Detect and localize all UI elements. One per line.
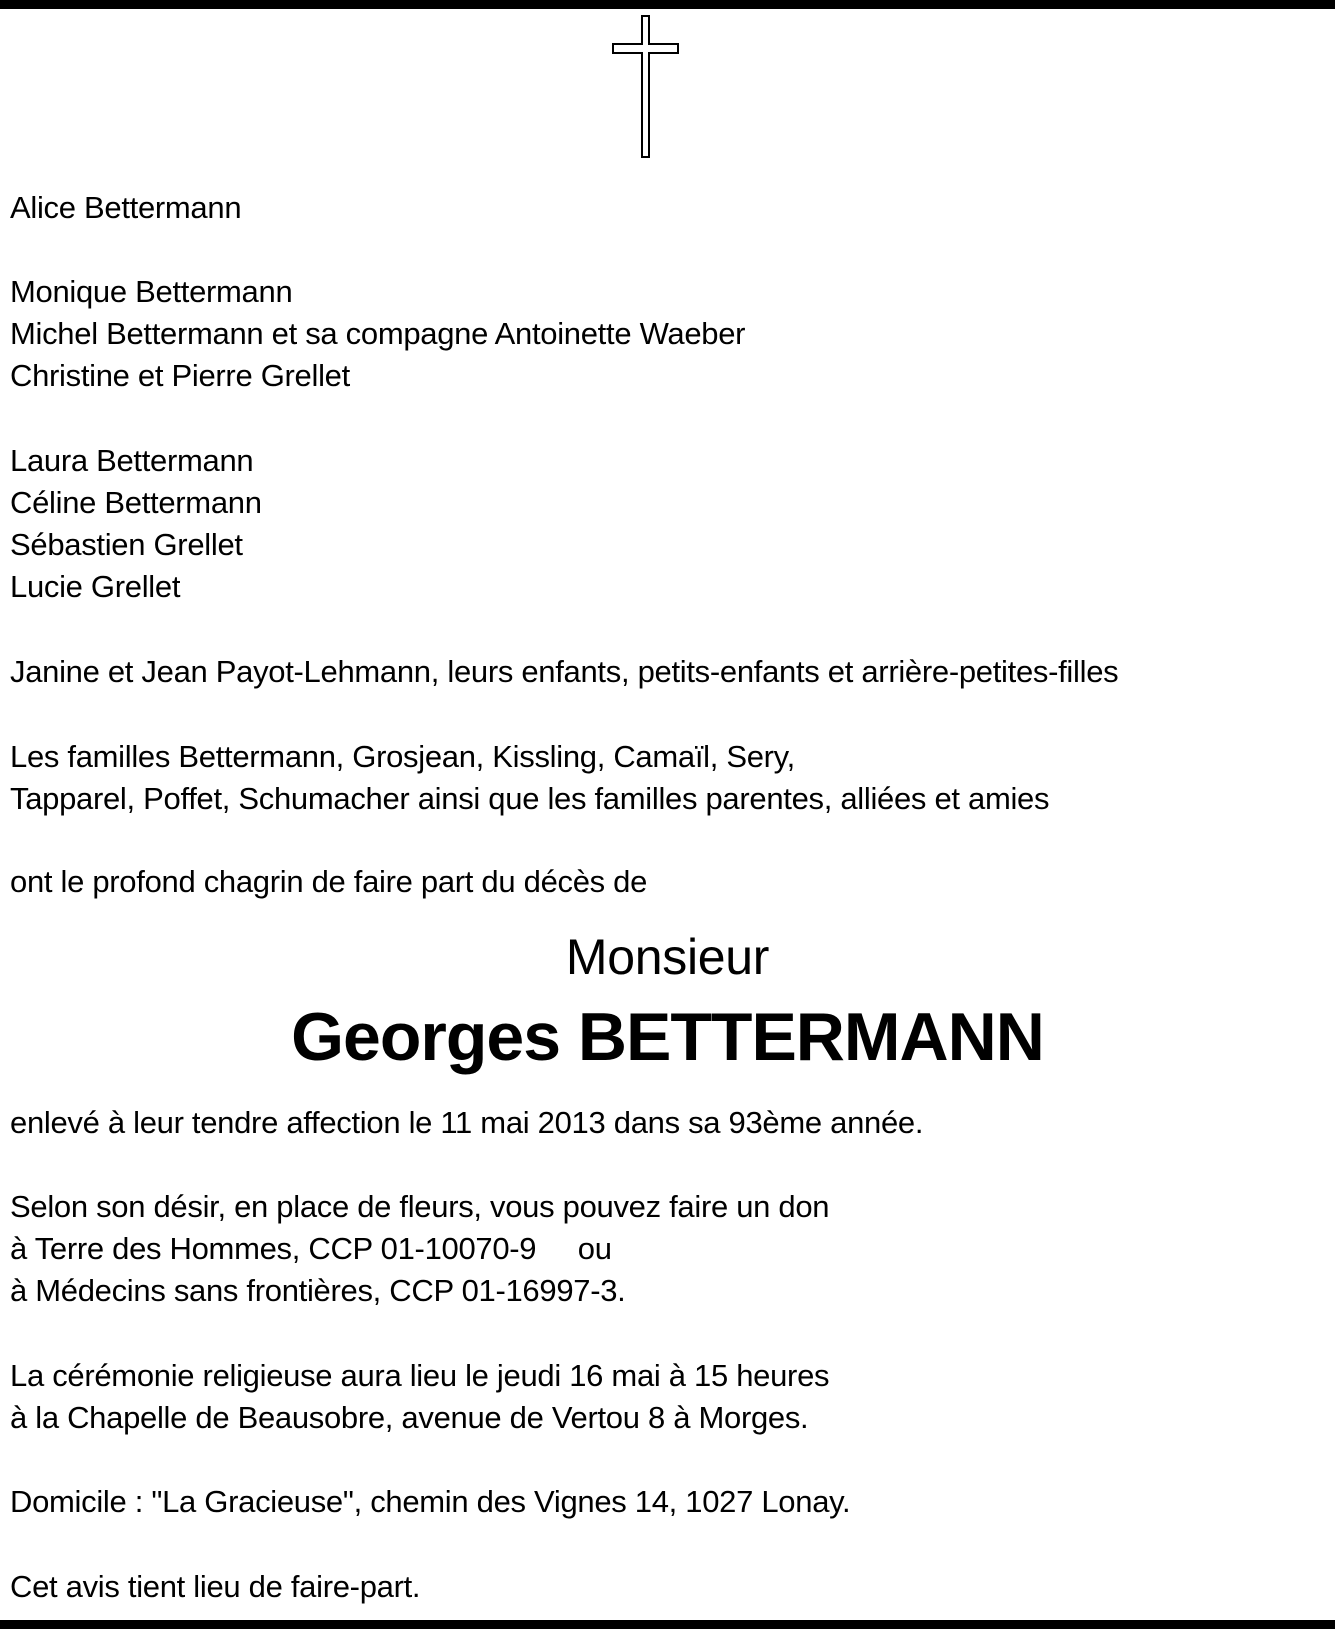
top-border: [0, 0, 1335, 9]
mourner-siblings: Janine et Jean Payot-Lehmann, leurs enfants, petits-enfants et arrière-petites-filles: [10, 654, 1119, 689]
mourner-spouse: Alice Bettermann: [10, 190, 242, 225]
donation-text: à Terre des Hommes, CCP 01-10070-9 ou: [10, 1231, 612, 1266]
announcement-text: ont le profond chagrin de faire part du décès de: [10, 864, 648, 899]
mourner-child: Michel Bettermann et sa compagne Antoinette Waeber: [10, 316, 746, 351]
ceremony-text: La cérémonie religieuse aura lieu le jeudi 16 mai à 15 heures: [10, 1358, 830, 1393]
mourner-grandchild: Lucie Grellet: [10, 569, 181, 604]
death-date-text: enlevé à leur tendre affection le 11 mai 2013 dans sa 93ème année.: [10, 1105, 924, 1140]
closing-text: Cet avis tient lieu de faire-part.: [10, 1569, 421, 1604]
donation-text: à Médecins sans frontières, CCP 01-16997-3.: [10, 1273, 626, 1308]
bottom-border: [0, 1620, 1335, 1629]
mourner-grandchild: Sébastien Grellet: [10, 527, 243, 562]
mourner-families: Tapparel, Poffet, Schumacher ainsi que les familles parentes, alliées et amies: [10, 781, 1050, 816]
mourner-families: Les familles Bettermann, Grosjean, Kissling, Camaïl, Sery,: [10, 739, 795, 774]
deceased-name: Georges BETTERMANN: [291, 999, 1044, 1075]
donation-text: Selon son désir, en place de fleurs, vous pouvez faire un don: [10, 1189, 830, 1224]
mourner-grandchild: Laura Bettermann: [10, 443, 254, 478]
deceased-title: Monsieur: [565, 929, 770, 985]
domicile-text: Domicile : "La Gracieuse", chemin des Vignes 14, 1027 Lonay.: [10, 1484, 851, 1519]
mourner-grandchild: Céline Bettermann: [10, 485, 262, 520]
mourner-child: Monique Bettermann: [10, 274, 293, 309]
mourner-child: Christine et Pierre Grellet: [10, 358, 350, 393]
ceremony-text: à la Chapelle de Beausobre, avenue de Vertou 8 à Morges.: [10, 1400, 809, 1435]
cross-icon: [611, 15, 681, 159]
